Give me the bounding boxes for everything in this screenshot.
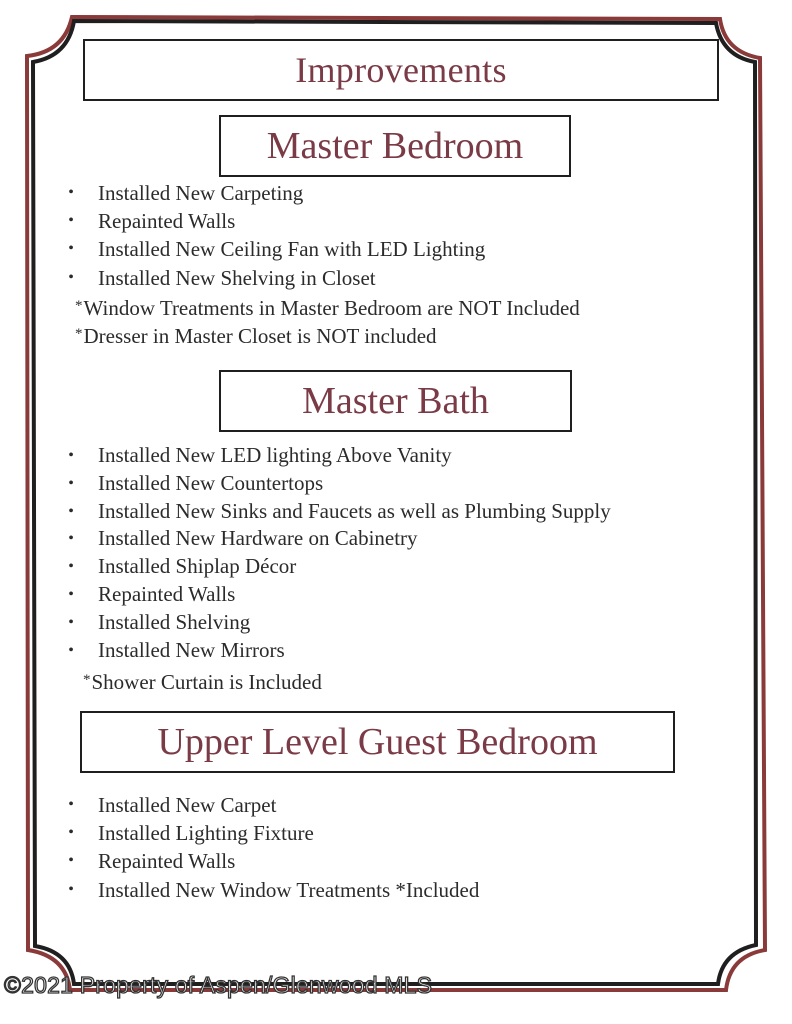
list-item: • Installed Lighting Fixture <box>66 819 479 847</box>
list-item: • Installed New Mirrors <box>66 637 611 665</box>
copyright-watermark: ©2021 Property of Aspen/Glenwood MLS <box>4 972 433 998</box>
guest-bedroom-heading: Upper Level Guest Bedroom <box>157 721 598 763</box>
page-title: Improvements <box>295 50 507 90</box>
list-item: • Repainted Walls <box>66 581 611 609</box>
bullet-icon: • <box>68 585 74 603</box>
asterisk-icon: * <box>75 298 83 314</box>
list-item: • Installed New Hardware on Cabinetry <box>66 525 611 553</box>
list-item: • Installed New Countertops <box>66 470 611 498</box>
list-item: • Installed New Shelving in Closet <box>66 264 485 292</box>
list-item: • Repainted Walls <box>66 847 479 875</box>
bullet-icon: • <box>68 502 74 520</box>
bullet-icon: • <box>68 530 74 548</box>
asterisk-icon: * <box>75 326 83 342</box>
asterisk-icon: * <box>83 672 91 688</box>
master-bedroom-note: *Window Treatments in Master Bedroom are NOT Included <box>75 296 580 320</box>
master-bath-note: *Shower Curtain is Included <box>83 670 322 694</box>
bullet-icon: • <box>68 852 74 870</box>
guest-bedroom-list <box>66 791 479 904</box>
list-item: • Installed New Window Treatments *Included <box>66 876 479 904</box>
bullet-icon: • <box>68 447 74 464</box>
bullet-icon: • <box>68 824 74 842</box>
master-bedroom-list <box>66 179 485 292</box>
bullet-icon: • <box>68 212 74 230</box>
list-item: • Installed New Carpeting <box>66 179 485 207</box>
bullet-icon: • <box>68 184 74 201</box>
list-item: • Installed Shelving <box>66 609 611 637</box>
list-item: • Repainted Walls <box>66 207 485 235</box>
master-bath-heading: Master Bath <box>302 380 489 422</box>
list-item: • Installed Shiplap Décor <box>66 553 611 581</box>
page-title-box <box>83 39 719 101</box>
list-item: • Installed New Ceiling Fan with LED Lighting <box>66 235 485 263</box>
master-bedroom-heading: Master Bedroom <box>266 125 524 167</box>
bullet-icon: • <box>68 613 74 631</box>
master-bath-list <box>66 442 611 664</box>
master-bath-heading-box <box>219 370 572 432</box>
bullet-icon: • <box>68 796 74 813</box>
bullet-icon: • <box>68 641 74 659</box>
bullet-icon: • <box>68 268 74 286</box>
master-bedroom-heading-box <box>219 115 571 177</box>
bullet-icon: • <box>68 880 74 898</box>
bullet-icon: • <box>68 240 74 258</box>
master-bedroom-note: *Dresser in Master Closet is NOT included <box>75 324 437 348</box>
guest-bedroom-heading-box <box>80 711 675 773</box>
list-item: • Installed New Sinks and Faucets as well as Plumbing Supply <box>66 498 611 526</box>
list-item: • Installed New LED lighting Above Vanity <box>66 442 611 470</box>
bullet-icon: • <box>68 558 74 576</box>
bullet-icon: • <box>68 474 74 492</box>
list-item: • Installed New Carpet <box>66 791 479 819</box>
